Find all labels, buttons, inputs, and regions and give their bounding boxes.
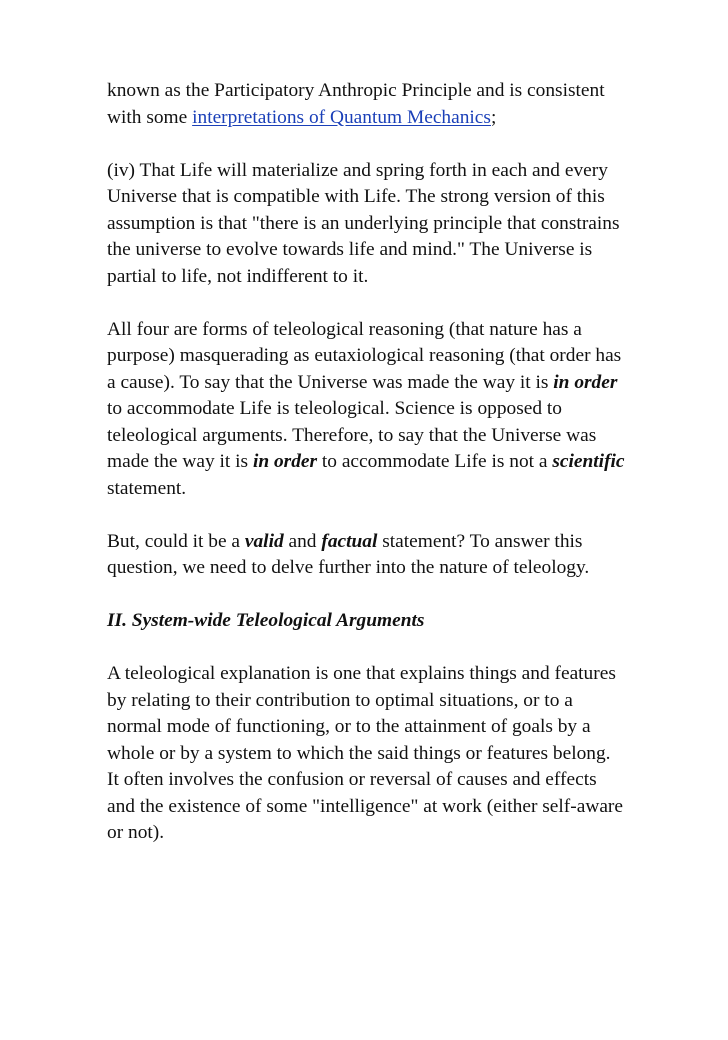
- text-run: ;: [490, 106, 497, 128]
- text-run: known as the Participatory Anthropic Principle and is consistent with some: [107, 80, 605, 128]
- emphasis-factual: factual: [321, 530, 378, 552]
- emphasis-in-order: in order: [553, 371, 618, 393]
- paragraph-teleological-explanation: A teleological explanation is one that explains things and features by relating to their contribution to optimal situations, or to a normal mode of functioning, or to the attainment of goals by a whole or by a system to which the said things or features belong. It often involves the confusion or reversal of causes and effects and the existence of some "intelligence" at work (either self-aware or not).: [107, 663, 623, 843]
- section-heading: II. System-wide Teleological Arguments: [107, 610, 425, 631]
- paragraph-participatory-principle: [107, 78, 627, 131]
- text-run: statement.: [107, 477, 187, 499]
- text-run: But, could it be a: [107, 530, 245, 552]
- paragraph-valid-factual: [107, 529, 627, 582]
- text-run: and: [283, 530, 322, 552]
- emphasis-in-order: in order: [252, 451, 318, 472]
- document-page: [107, 78, 627, 847]
- text-run: statement? To answer this question, we need to delve further into the nature of teleology.: [107, 530, 590, 578]
- emphasis-scientific: scientific: [552, 451, 625, 472]
- text-run: All four are forms of teleological reasoning (that nature has a purpose) masquerading as eutaxiological reasoning (that order has a cause). To say that the Universe was made the way it is: [107, 318, 622, 393]
- paragraph-teleological-reasoning: [107, 317, 627, 503]
- paragraph-assumption-iv: (iv) That Life will materialize and spring forth in each and every Universe that is compatible with Life. The strong version of this assumption is that "there is an underlying principle that constrains the universe to evolve towards life and mind." The Universe is partial to life, not indifferent to it.: [107, 159, 620, 287]
- text-run: to accommodate Life is not a: [317, 451, 553, 472]
- quantum-mechanics-link[interactable]: interpretations of Quantum Mechanics: [192, 106, 491, 128]
- text-run: to accommodate Life is teleological. Science is opposed to teleological arguments. Therefore, to say that the Universe was made the way it is: [107, 398, 597, 472]
- emphasis-valid: valid: [244, 530, 284, 552]
